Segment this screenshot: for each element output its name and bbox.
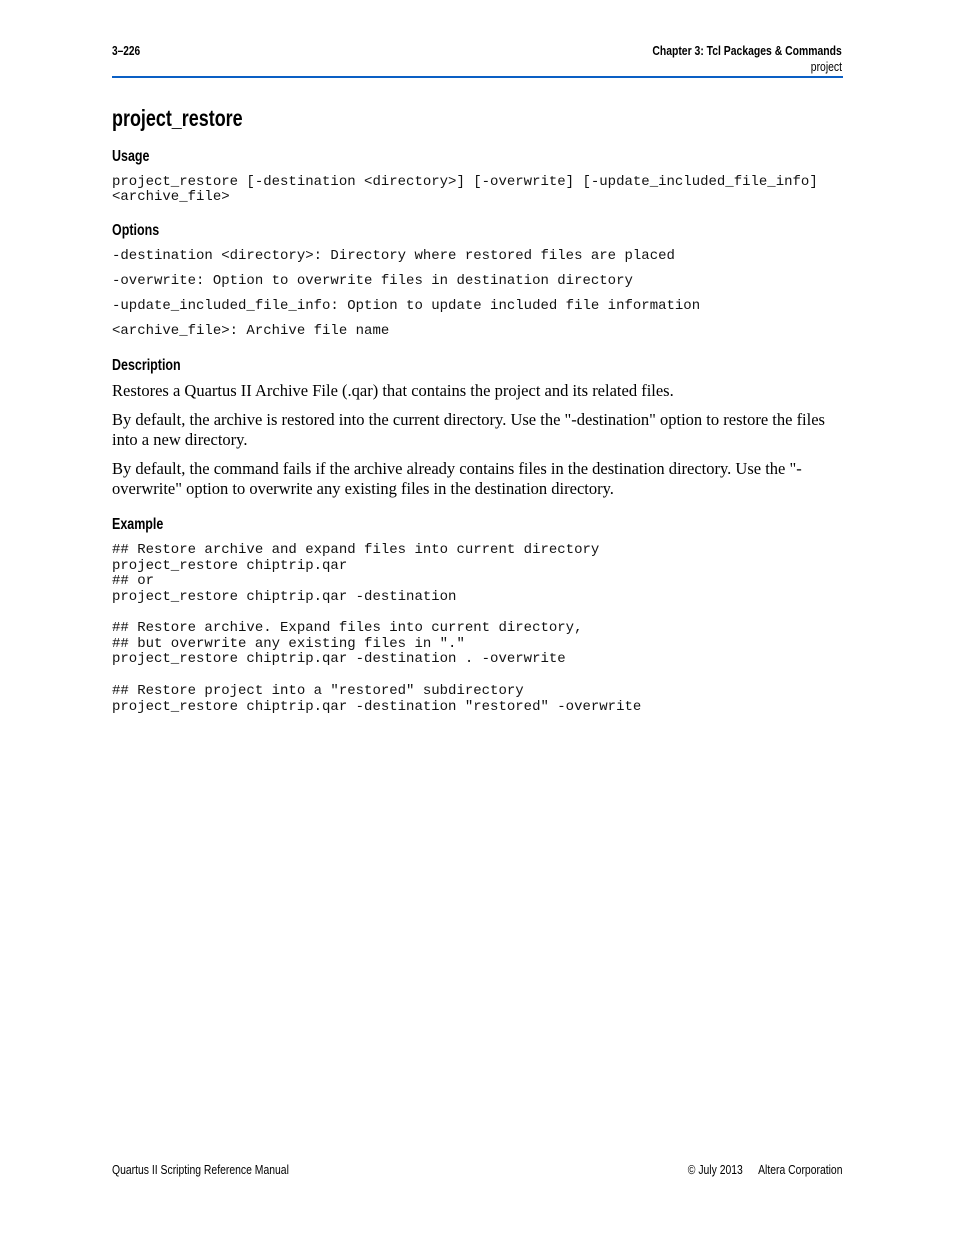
footer-manual: Quartus II Scripting Reference Manual <box>112 1162 289 1177</box>
usage-line: project_restore [-destination <directory>] [-overwrite] [-update_included_file_info] <box>112 174 818 190</box>
option-item: -overwrite: Option to overwrite files in destination directory <box>112 273 633 289</box>
description-paragraph: By default, the archive is restored into the current directory. Use the "-destination" option to restore the files into a new directory. <box>112 410 825 449</box>
page-title: project_restore <box>112 105 243 131</box>
description-paragraph: Restores a Quartus II Archive File (.qar) that contains the project and its related files. <box>112 381 674 400</box>
options-heading: Options <box>112 222 160 239</box>
section-name: project <box>810 59 842 74</box>
example-heading: Example <box>112 516 164 533</box>
option-item: -update_included_file_info: Option to update included file information <box>112 298 701 314</box>
header-rule <box>112 76 843 78</box>
option-item: -destination <directory>: Directory where restored files are placed <box>112 248 675 264</box>
page-number: 3–226 <box>112 43 141 58</box>
footer-date: © July 2013 <box>687 1162 743 1177</box>
description-heading: Description <box>112 357 181 374</box>
usage-line: <archive_file> <box>112 189 230 205</box>
example-code-block: ## Restore project into a "restored" subdirectory project_restore chiptrip.qar -destination "restored" -overwrite <box>112 683 642 715</box>
option-item: <archive_file>: Archive file name <box>112 323 390 339</box>
example-code-block: ## Restore archive and expand files into current directory project_restore chiptrip.qar ## or project_restore chiptrip.qar -destination <box>112 542 600 605</box>
chapter-title: Chapter 3: Tcl Packages & Commands <box>652 43 842 58</box>
usage-heading: Usage <box>112 148 150 165</box>
example-code-block: ## Restore archive. Expand files into current directory, ## but overwrite any existing files in "." project_restore chiptrip.qar -destination . -overwrite <box>112 620 583 667</box>
footer-company: Altera Corporation <box>757 1162 842 1177</box>
description-paragraph: By default, the command fails if the archive already contains files in the destination directory. Use the "-overwrite" option to overwrite any existing files in the destination directory. <box>112 459 802 498</box>
